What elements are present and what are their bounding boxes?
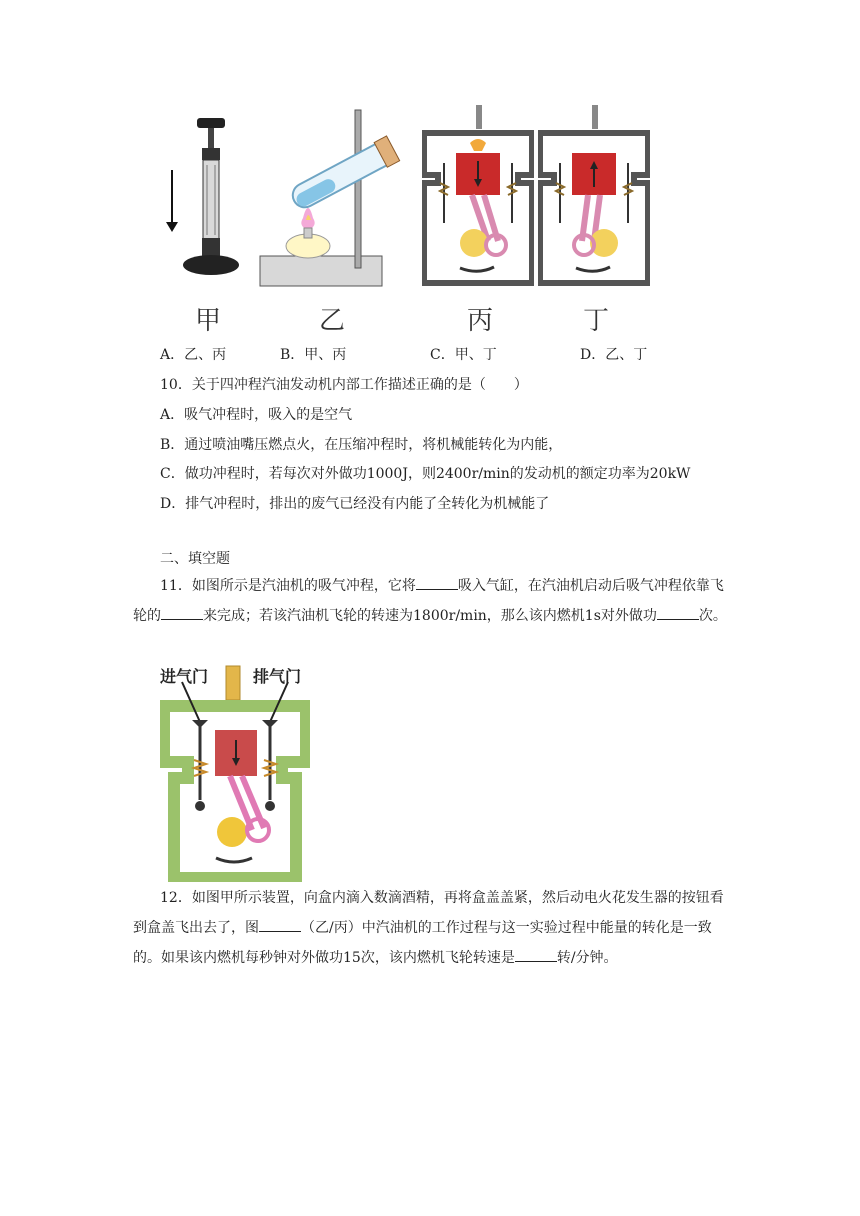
q12-text xyxy=(133,883,733,973)
intake-stroke-engine-figure xyxy=(160,660,310,882)
q9-option-c: C．甲、丁 xyxy=(430,347,497,363)
q10-option-c: C．做功冲程时，若每次对外做功1000J，则2400r/min的发动机的额定功率为20kW xyxy=(160,466,691,482)
caption-ding: 丁 xyxy=(583,306,610,336)
intake-valve-label: 进气门 xyxy=(160,667,209,686)
q10-stem: 10．关于四冲程汽油发动机内部工作描述正确的是（ ） xyxy=(160,377,528,393)
q10-option-a: A．吸气冲程时，吸入的是空气 xyxy=(160,407,353,423)
q11-part4: 次。 xyxy=(698,608,727,624)
test-tube-figure xyxy=(258,108,408,288)
q12-part1: 12．如图甲所示装置，向盒内滴入数滴酒精，再将盒盖盖紧，然后动电火花发生器的按钮看到盒盖飞出去了，图 xyxy=(133,890,724,936)
caption-yi: 乙 xyxy=(319,306,346,336)
q12-part2: （乙/丙）中汽油机的工作过程与这一实验过程中能量的转化是一致的。如果该内燃机每秒钟对外做功15次，该内燃机飞轮转速是 xyxy=(133,920,712,966)
q9-option-b: B．甲、丙 xyxy=(280,347,347,363)
q12-part3: 转/分钟。 xyxy=(556,950,618,966)
q11-part1: 11．如图所示是汽油机的吸气冲程，它将 xyxy=(160,578,416,594)
engine-figure-bing xyxy=(422,103,534,290)
exhaust-valve-label: 排气门 xyxy=(253,667,302,686)
q10-option-b: B．通过喷油嘴压燃点火，在压缩冲程时，将机械能转化为内能， xyxy=(160,437,563,453)
caption-bing: 丙 xyxy=(467,306,494,336)
section-title: 二、填空题 xyxy=(160,551,230,567)
q12-blank-2[interactable] xyxy=(515,947,557,962)
q12-blank-1[interactable] xyxy=(259,917,301,932)
q11-blank-1[interactable] xyxy=(416,575,458,590)
q11-blank-2[interactable] xyxy=(161,605,203,620)
q11-part2: 吸入气缸，在汽油机启动后吸气冲程依靠飞轮的 xyxy=(133,578,724,624)
q11-part3: 来完成；若该汽油机飞轮的转速为1800r/min，那么该内燃机1s对外做功 xyxy=(203,608,657,624)
q11-text xyxy=(133,571,733,631)
caption-jia: 甲 xyxy=(195,306,222,336)
engine-figure-ding xyxy=(538,103,650,290)
q9-option-d: D．乙、丁 xyxy=(580,347,648,363)
q10-option-d: D．排气冲程时，排出的废气已经没有内能了全转化为机械能了 xyxy=(160,496,550,512)
q9-option-a: A．乙、丙 xyxy=(160,347,227,363)
q11-blank-3[interactable] xyxy=(657,605,699,620)
pump-figure xyxy=(160,110,250,285)
